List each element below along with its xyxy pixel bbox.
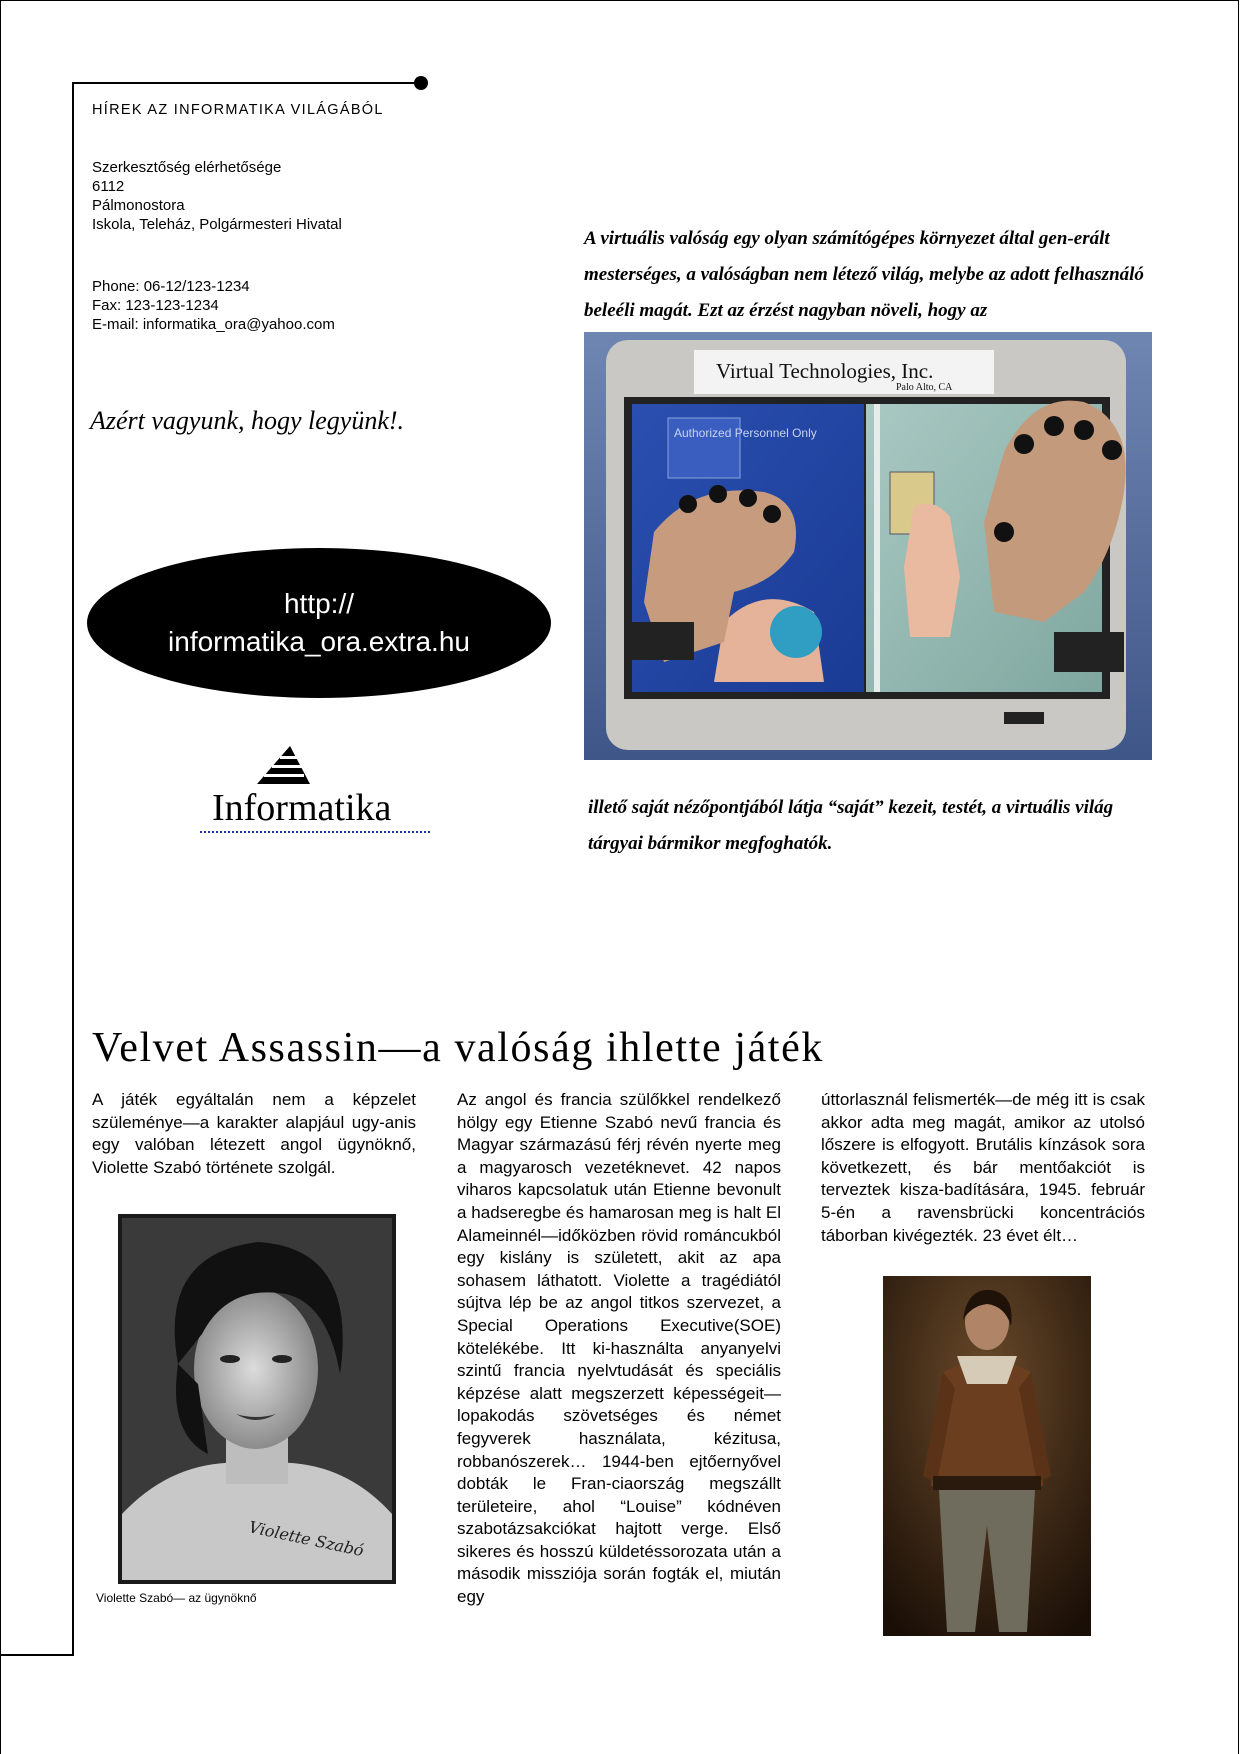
contact-fax: Fax: 123-123-1234 xyxy=(92,297,219,314)
violette-szabo-portrait xyxy=(118,1214,396,1584)
contact-email[interactable]: E-mail: informatika_ora@yahoo.com xyxy=(92,316,335,333)
page-border-top xyxy=(0,0,1238,1)
article-column-1: A játék egyáltalán nem a képzelet szüleménye—a karakter alapjául ugy-anis egy valóban létezett angol ügynöknő, Violette Szabó története szolgál. xyxy=(92,1090,416,1177)
contact-numbers xyxy=(92,277,335,334)
page-border-left xyxy=(0,0,1,1754)
url-line-1: http:// xyxy=(283,588,355,619)
article-title: Velvet Assassin—a valóság ihlette játék xyxy=(92,1025,824,1071)
contact-phone: Phone: 06-12/123-1234 xyxy=(92,278,250,295)
article-column-2: Az angol és francia szülőkkel rendelkező hölgy egy Etienne Szabó nevű francia és Magyar származású férj révén nyerte meg a magyarosch vezetéknevet. 42 napos viharos kapcsolatuk után Etienne bevonult a hadseregbe és hamarosan meg is halt El Alameinnél—időközben rövid románcukból egy kislány is született, akit az apa sohasem láthatott. Violette a tragédiától sújtva lép be az angol titkos szervezet, a Special Operations Executive(SOE) kötelékébe. Itt ki-használta anyanyelvi szintű francia nyelvtudását és speciális képzése alatt megszerzett képességeit—lopakodás szövetséges és német fegyverek használata, kézitusa, robbanószerek… 1944-ben ejtőernyővel dobták le Fran-ciaország megszállt területeire, ahol “Louise” kódnéven szabotázsakciókat hajtott verge. Első sikeres és hosszú küldetéssorozata után a második missziója során fogták el, miután egy xyxy=(457,1090,781,1607)
motto: Azért vagyunk, hogy legyünk!. xyxy=(90,406,405,435)
contact-zip: 6112 xyxy=(92,178,125,195)
vr-sign-location: Palo Alto, CA xyxy=(896,382,953,393)
vr-screen-sign: Authorized Personnel Only xyxy=(674,426,817,440)
frame-dot xyxy=(414,76,428,90)
url-line-2: informatika_ora.extra.hu xyxy=(168,626,470,657)
masthead: HÍREK AZ INFORMATIKA VILÁGÁBÓL xyxy=(92,102,384,118)
frame-left-line xyxy=(72,82,74,1655)
frame-bottom-line xyxy=(0,1654,74,1656)
page-border-right xyxy=(1238,0,1239,1754)
vr-intro-text: A virtuális valóság egy olyan számítógépes környezet által gen-erált mesterséges, a valóságban nem létező világ, melybe az adott felhasználó beleéli magát. Ezt az érzést nagyban növeli, hogy az xyxy=(584,228,1144,321)
frame-top-line xyxy=(72,82,420,84)
vr-continuation-text: illető saját nézőpontjából látja “saját” kezeit, testét, a virtuális világ tárgyai bármikor megfoghatók. xyxy=(588,797,1114,854)
portrait-signature: Violette Szabó xyxy=(247,1517,366,1561)
vr-sign-company: Virtual Technologies, Inc. xyxy=(716,359,934,383)
contact-block xyxy=(92,158,342,234)
vr-glove-photo xyxy=(584,332,1152,760)
velvet-assassin-character-render xyxy=(883,1276,1091,1636)
contact-city: Pálmonostora xyxy=(92,197,185,214)
portrait-caption: Violette Szabó— az ügynöknő xyxy=(96,1591,257,1605)
logo-wordmark: Informatika xyxy=(212,787,392,829)
url-oval[interactable] xyxy=(87,548,551,698)
contact-heading: Szerkesztőség elérhetősége xyxy=(92,159,282,176)
article-column-3: úttorlasznál felismerték—de még itt is csak akkor adta meg magát, amikor az utolsó lőszere is elfogyott. Brutális kínzások sora következett, és bár mentőakciót is terveztek kisza-badítására, 1945. február 5-én a ravensbrücki koncentrációs táborban kivégezték. 23 évet élt… xyxy=(821,1090,1145,1245)
contact-address: Iskola, Teleház, Polgármesteri Hivatal xyxy=(92,216,342,233)
